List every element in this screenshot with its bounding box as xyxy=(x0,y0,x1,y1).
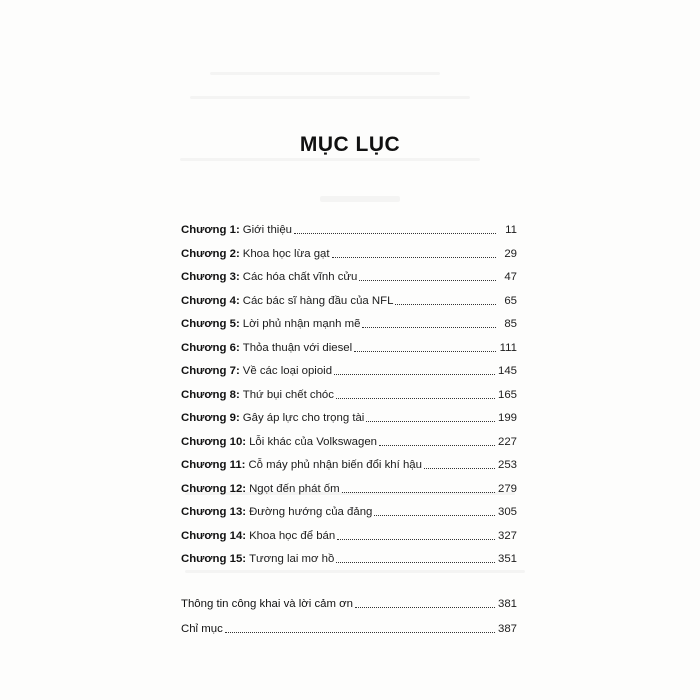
page-number: 145 xyxy=(497,365,517,377)
page-number: 111 xyxy=(499,341,517,354)
dot-leader xyxy=(366,419,495,422)
page-number: 253 xyxy=(497,459,517,471)
page-number: 351 xyxy=(497,553,517,565)
dot-leader xyxy=(359,278,496,281)
chapter-title: Giới thiệu xyxy=(242,224,293,236)
page-number: 381 xyxy=(497,598,517,610)
dot-leader xyxy=(294,231,496,234)
page-number: 305 xyxy=(497,506,517,518)
chapter-prefix: Chương 7: xyxy=(181,365,240,377)
chapter-prefix: Chương 1: xyxy=(181,224,240,236)
dot-leader xyxy=(342,490,495,493)
toc-entry-chapter-9[interactable] xyxy=(181,405,517,425)
chapter-title: Đường hướng của đảng xyxy=(249,506,373,518)
chapter-prefix: Chương 2: xyxy=(181,247,240,260)
chapter-prefix: Chương 15: xyxy=(181,553,247,565)
chapter-prefix: Chương 4: xyxy=(181,294,240,307)
toc-entry-chapter-15[interactable] xyxy=(181,546,517,566)
show-through-line xyxy=(210,72,440,75)
toc-entry-chapter-5[interactable] xyxy=(181,311,517,331)
chapter-title: Khoa học để bán xyxy=(249,529,336,542)
dot-leader xyxy=(362,325,496,328)
toc-entry-chapter-3[interactable] xyxy=(181,264,517,284)
toc-entry-chapter-7[interactable] xyxy=(181,358,517,378)
dot-leader xyxy=(424,466,495,469)
page-number: 165 xyxy=(497,388,517,401)
dot-leader xyxy=(334,372,495,375)
page-number: 279 xyxy=(497,482,517,495)
chapter-title: Các bác sĩ hàng đầu của NFL xyxy=(242,294,394,307)
page-number: 65 xyxy=(504,294,517,307)
show-through-line xyxy=(185,570,525,573)
page-number: 47 xyxy=(504,271,517,283)
dot-leader xyxy=(336,396,495,399)
chapter-title: Tương lai mơ hồ xyxy=(249,553,335,565)
page-number: 327 xyxy=(497,529,517,542)
chapter-title: Gây áp lực cho trọng tài xyxy=(242,412,365,424)
toc-entry-chapter-14[interactable] xyxy=(181,523,517,543)
chapter-prefix: Chương 11: xyxy=(181,459,246,471)
toc-entry-chapter-10[interactable] xyxy=(181,429,517,449)
toc-entry-chapter-8[interactable] xyxy=(181,382,517,402)
toc-entry-acknowledgements[interactable] xyxy=(181,591,517,611)
chapter-title: Ngọt đến phát ốm xyxy=(249,482,340,495)
chapter-title: Các hóa chất vĩnh cửu xyxy=(242,271,358,283)
chapter-title: Thứ bụi chết chóc xyxy=(242,388,334,401)
show-through-line xyxy=(190,96,470,99)
page-number: 29 xyxy=(504,247,517,260)
toc-entry-chapter-6[interactable] xyxy=(181,335,517,355)
toc-entry-chapter-12[interactable] xyxy=(181,476,517,496)
chapter-title: Lời phủ nhận mạnh mẽ xyxy=(242,318,361,330)
toc-entry-chapter-4[interactable] xyxy=(181,288,517,308)
dot-leader xyxy=(395,302,496,305)
entry-title: Thông tin công khai và lời cảm ơn xyxy=(181,598,353,610)
chapter-title: Khoa học lừa gạt xyxy=(242,247,330,260)
dot-leader xyxy=(225,630,495,633)
chapter-title: Thỏa thuận với diesel xyxy=(242,341,353,354)
page-number: 199 xyxy=(497,412,517,424)
chapter-title: Cỗ máy phủ nhận biến đổi khí hậu xyxy=(248,459,422,471)
chapter-prefix: Chương 10: xyxy=(181,435,247,448)
toc-entry-chapter-13[interactable] xyxy=(181,499,517,519)
chapter-prefix: Chương 5: xyxy=(181,318,240,330)
entry-title: Chỉ mục xyxy=(181,623,223,635)
chapter-prefix: Chương 12: xyxy=(181,482,247,495)
page-number: 227 xyxy=(497,435,517,448)
page-number: 11 xyxy=(505,224,517,236)
page-title: MỤC LỤC xyxy=(299,133,401,156)
chapter-prefix: Chương 3: xyxy=(181,271,240,283)
dot-leader xyxy=(374,513,495,516)
chapter-prefix: Chương 8: xyxy=(181,388,240,401)
chapter-prefix: Chương 6: xyxy=(181,341,240,354)
page-number: 85 xyxy=(504,318,517,330)
dot-leader xyxy=(337,537,495,540)
dot-leader xyxy=(336,560,495,563)
toc-entry-index[interactable] xyxy=(181,616,517,636)
show-through-line xyxy=(180,158,480,161)
show-through-line xyxy=(320,196,400,202)
dot-leader xyxy=(379,443,495,446)
chapter-prefix: Chương 13: xyxy=(181,506,247,518)
toc-entry-chapter-11[interactable] xyxy=(181,452,517,472)
toc-entry-chapter-2[interactable] xyxy=(181,241,517,261)
toc-entry-chapter-1[interactable] xyxy=(181,217,517,237)
chapter-title: Về các loại opioid xyxy=(242,365,333,377)
page-number: 387 xyxy=(497,623,517,635)
chapter-prefix: Chương 14: xyxy=(181,529,247,542)
dot-leader xyxy=(332,255,496,258)
chapter-prefix: Chương 9: xyxy=(181,412,240,424)
chapter-title: Lỗi khác của Volkswagen xyxy=(249,435,377,448)
dot-leader xyxy=(354,349,496,352)
dot-leader xyxy=(355,605,495,608)
